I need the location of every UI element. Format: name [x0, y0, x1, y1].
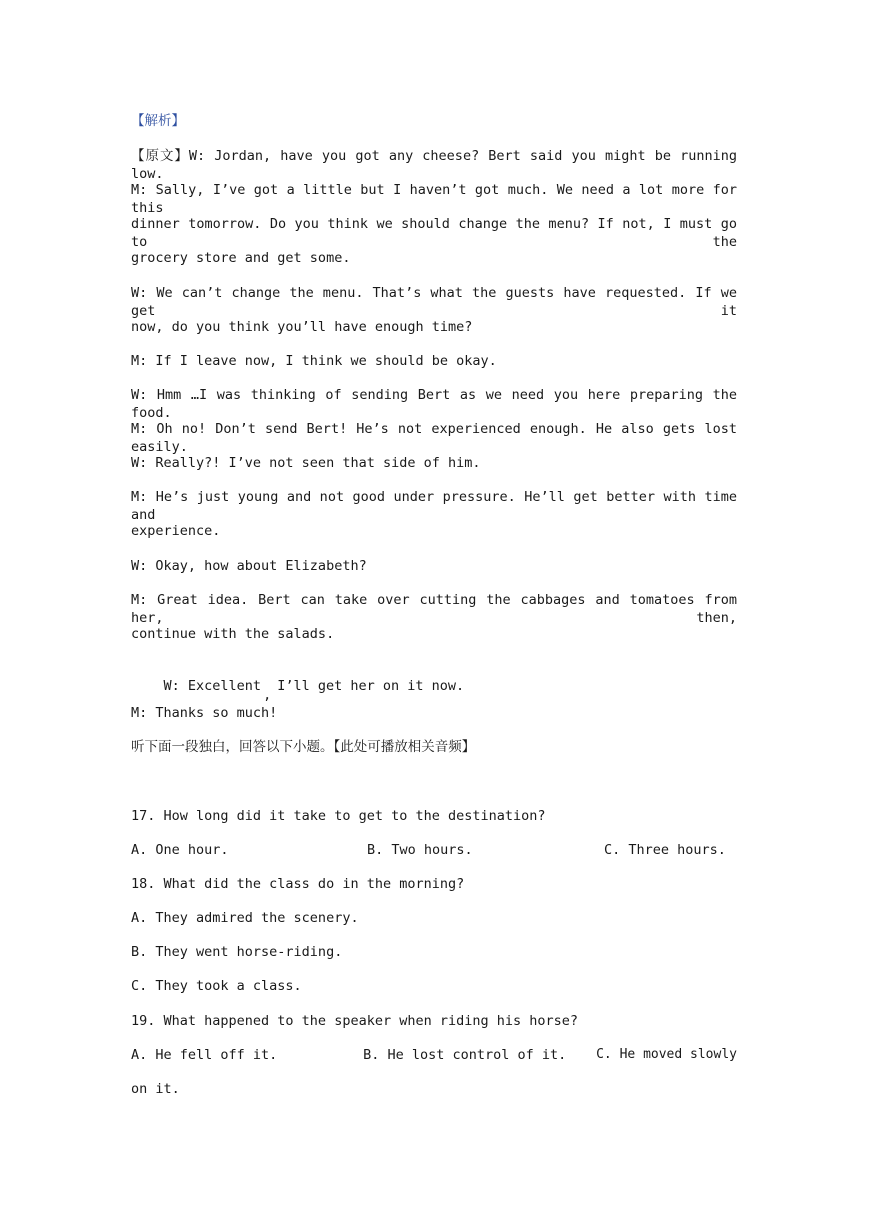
option-b[interactable]: B. They went horse-riding. [131, 944, 343, 960]
option-b[interactable]: B. He lost control of it. [363, 1047, 567, 1063]
option-c[interactable]: C. They took a class. [131, 978, 302, 994]
option-b[interactable]: B. Two hours. [367, 842, 473, 858]
question-stem: 17. How long did it take to get to the destination? [131, 808, 546, 824]
option-a[interactable]: A. He fell off it. [131, 1047, 278, 1063]
transcript-line: W: Hmm …I was thinking of sending Bert as we need you here preparing the food. [131, 387, 737, 421]
question-stem: 18. What did the class do in the morning? [131, 876, 465, 892]
transcript-line: M: Oh no! Don’t send Bert! He’s not experienced enough. He also gets lost easily. [131, 421, 737, 455]
transcript-line: experience. [131, 523, 221, 539]
option-c[interactable]: C. He moved slowly [596, 1047, 737, 1062]
question-stem: 19. What happened to the speaker when riding his horse? [131, 1013, 579, 1029]
transcript-line: M: Thanks so much! [131, 705, 278, 721]
transcript-line: M: Sally, I’ve got a little but I haven’t got much. We need a lot more for this [131, 182, 737, 216]
question-options [131, 841, 737, 859]
transcript-line: M: If I leave now, I think we should be okay. [131, 353, 497, 369]
analysis-heading: 【解析】 [131, 113, 185, 129]
option-c[interactable]: C. Three hours. [604, 842, 726, 858]
transcript-line: M: He’s just young and not good under pressure. He’ll get better with time and [131, 489, 737, 523]
transcript-text: I’ll get her on it now. [277, 678, 465, 694]
transcript-line: continue with the salads. [131, 626, 335, 642]
transcript-comma: , [263, 687, 272, 703]
option-a[interactable]: A. One hour. [131, 842, 229, 858]
transcript-line: W: Really?! I’ve not seen that side of him. [131, 455, 481, 471]
transcript-line: W: We can’t change the menu. That’s what the guests have requested. If we get it [131, 285, 737, 319]
transcript-line: grocery store and get some. [131, 250, 351, 266]
transcript-text: W: Excellent [163, 678, 262, 694]
transcript-line: now, do you think you’ll have enough time? [131, 319, 473, 335]
listening-instruction: 听下面一段独白，回答以下小题。【此处可播放相关音频】 [131, 739, 476, 755]
question-options [131, 1046, 737, 1064]
transcript-line: W: Okay, how about Elizabeth? [131, 558, 367, 574]
option-continuation: on it. [131, 1081, 180, 1097]
transcript-line: dinner tomorrow. Do you think we should change the menu? If not, I must go to the [131, 216, 737, 250]
transcript-line: M: Great idea. Bert can take over cutting the cabbages and tomatoes from her, then, [131, 592, 737, 626]
transcript-line: 【原文】W: Jordan, have you got any cheese? Bert said you might be running low. [131, 148, 737, 182]
option-a[interactable]: A. They admired the scenery. [131, 910, 359, 926]
